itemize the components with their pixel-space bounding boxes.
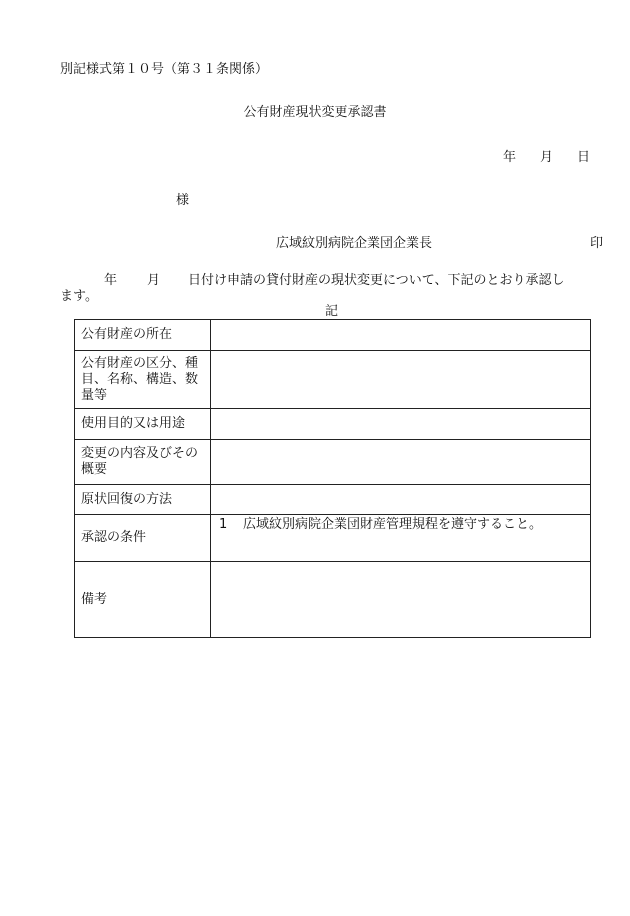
row-value (211, 409, 591, 440)
condition-number: 1 (219, 517, 228, 532)
approval-statement (60, 273, 606, 305)
date-month: 月 (540, 150, 554, 165)
issuer-name: 広域紋別病院企業団企業長 (276, 236, 433, 251)
detail-table (74, 319, 591, 638)
table-row (75, 440, 591, 485)
document-title: 公有財産現状変更承認書 (243, 105, 387, 120)
body-text-part1: 日付け申請の貸付財産の現状変更について、下記のとおり承認し (188, 273, 565, 288)
addressee-honorific: 様 (176, 193, 190, 208)
row-value (211, 351, 591, 409)
date-year: 年 (503, 150, 517, 165)
row-value (211, 485, 591, 515)
table-row (75, 515, 591, 562)
date-day: 日 (577, 150, 591, 165)
row-label: 備考 (75, 562, 211, 638)
row-label: 承認の条件 (75, 515, 211, 562)
form-number: 別記様式第１０号（第３１条関係） (60, 62, 269, 77)
row-label: 原状回復の方法 (75, 485, 211, 515)
condition-text: 広域紋別病院企業団財産管理規程を遵守すること。 (243, 517, 543, 532)
row-value (211, 320, 591, 351)
ki-heading: 記 (324, 304, 338, 319)
body-text-part2: ます。 (60, 289, 98, 304)
table-row (75, 485, 591, 515)
row-label: 使用目的又は用途 (75, 409, 211, 440)
date-line (503, 150, 590, 166)
table-row (75, 351, 591, 409)
body-month: 月 (147, 273, 161, 288)
table-row (75, 320, 591, 351)
row-label: 公有財産の所在 (75, 320, 211, 351)
row-label: 変更の内容及びその概要 (75, 440, 211, 485)
table-row (75, 562, 591, 638)
seal-mark: 印 (590, 236, 604, 251)
row-value (211, 515, 591, 562)
row-value (211, 440, 591, 485)
row-value (211, 562, 591, 638)
row-label: 公有財産の区分、種目、名称、構造、数量等 (75, 351, 211, 409)
body-year: 年 (104, 273, 118, 288)
table-row (75, 409, 591, 440)
